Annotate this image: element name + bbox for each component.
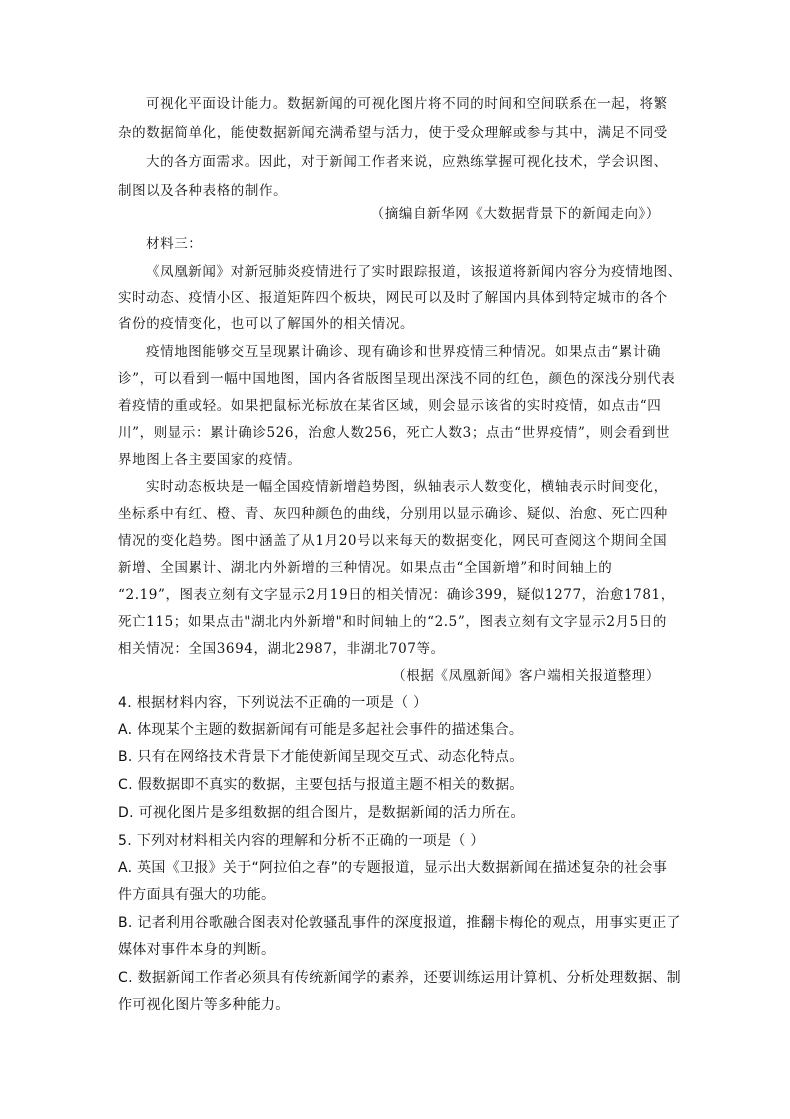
material-two-line-4: 制图以及各种表格的制作。	[118, 183, 288, 199]
material-three-line-12: 新增、全国累计、湖北内外新增的三种情况。如果点击“全国新增”和时间轴上的	[118, 560, 613, 576]
material-two-line-1: 可视化平面设计能力。数据新闻的可视化图片将不同的时间和空间联系在一起，将繁	[146, 96, 668, 112]
question-4-option-c: C. 假数据即不真实的数据，主要包括与报道主题不相关的数据。	[118, 777, 524, 793]
question-5-stem: 5. 下列对材料相关内容的理解和分析不正确的一项是（ ）	[118, 833, 485, 849]
question-4-stem: 4. 根据材料内容，下列说法不正确的一项是（ ）	[118, 695, 428, 711]
material-three-line-6: 着疫情的重或轻。如果把鼠标光标放在某省区域，则会显示该省的实时疫情，如点击“四	[118, 398, 662, 414]
question-4-option-a: A. 体现某个主题的数据新闻有可能是多起社会事件的描述集合。	[118, 722, 524, 738]
material-three-line-13: “2.19”，图表立刻有文字显示2月19日的相关情况：确诊399，疑似1277，治愈1781，	[118, 587, 675, 603]
material-three-line-1: 《凤凰新闻》对新冠肺炎疫情进行了实时跟踪报道，该报道将新闻内容分为疫情地图、	[146, 264, 682, 280]
question-5-option-c-line-2: 作可视化图片等多种能力。	[118, 997, 290, 1013]
question-5-option-c-line-1: C. 数据新闻工作者必须具有传统新闻学的素养，还要训练运用计算机、分析处理数据、制	[118, 970, 681, 986]
question-5-option-a-line-2: 件方面具有强大的功能。	[118, 887, 276, 903]
material-three-line-8: 界地图上各主要国家的疫情。	[118, 452, 302, 468]
material-three-line-7: 川”，则显示：累计确诊526，治愈人数256，死亡人数3；点击“世界疫情”，则会看到世	[118, 425, 671, 441]
material-three-line-11: 情况的变化趋势。图中涵盖了从1月20号以来每天的数据变化，网民可查阅这个期间全国	[118, 533, 668, 549]
question-5-option-a-line-1: A. 英国《卫报》关于“阿拉伯之春”的专题报道，显示出大数据新闻在描述复杂的社会事	[118, 860, 668, 876]
material-three-line-5: 诊”，可以看到一幅中国地图，国内各省版图呈现出深浅不同的红色，颜色的深浅分别代表	[118, 371, 676, 387]
material-three-line-4: 疫情地图能够交互呈现累计确诊、现有确诊和世界疫情三种情况。如果点击“累计确	[146, 344, 662, 360]
question-5-option-b-line-2: 媒体对事件本身的判断。	[118, 942, 276, 958]
material-three-title: 材料三：	[146, 236, 203, 252]
material-two-line-3: 大的各方面需求。因此，对于新闻工作者来说，应熟练掌握可视化技术，学会识图、	[146, 154, 668, 170]
material-three-line-15: 相关情况：全国3694，湖北2987，非湖北707等。	[118, 641, 445, 657]
material-three-line-2: 实时动态、疫情小区、报道矩阵四个板块，网民可以及时了解国内具体到特定城市的各个	[118, 290, 668, 306]
question-5-option-b-line-1: B. 记者利用谷歌融合图表对伦敦骚乱事件的深度报道，推翻卡梅伦的观点，用事实更正了	[118, 915, 681, 931]
material-three-line-10: 坐标系中有红、橙、青、灰四种颜色的曲线，分别用以显示确诊、疑似、治愈、死亡四种	[118, 506, 668, 522]
source-two: （摘编自新华网《大数据背景下的新闻走向》）	[370, 206, 660, 222]
material-three-line-3: 省份的疫情变化，也可以了解国外的相关情况。	[118, 316, 415, 332]
material-two-line-2: 杂的数据简单化，能使数据新闻充满希望与活力，使于受众理解或参与其中，满足不同受	[118, 125, 668, 141]
material-three-line-9: 实时动态板块是一幅全国疫情新增趋势图，纵轴表示人数变化，横轴表示时间变化，	[146, 479, 668, 495]
question-4-option-d: D. 可视化图片是多组数据的组合图片，是数据新闻的活力所在。	[118, 805, 525, 821]
source-three: （根据《凤凰新闻》客户端相关报道整理）	[392, 668, 660, 684]
material-three-line-14: 死亡115；如果点击"湖北内外新增"和时间轴上的“2.5”，图表立刻有文字显示2月5日的	[118, 614, 668, 630]
question-4-option-b: B. 只有在网络技术背景下才能使新闻呈现交互式、动态化特点。	[118, 749, 524, 765]
